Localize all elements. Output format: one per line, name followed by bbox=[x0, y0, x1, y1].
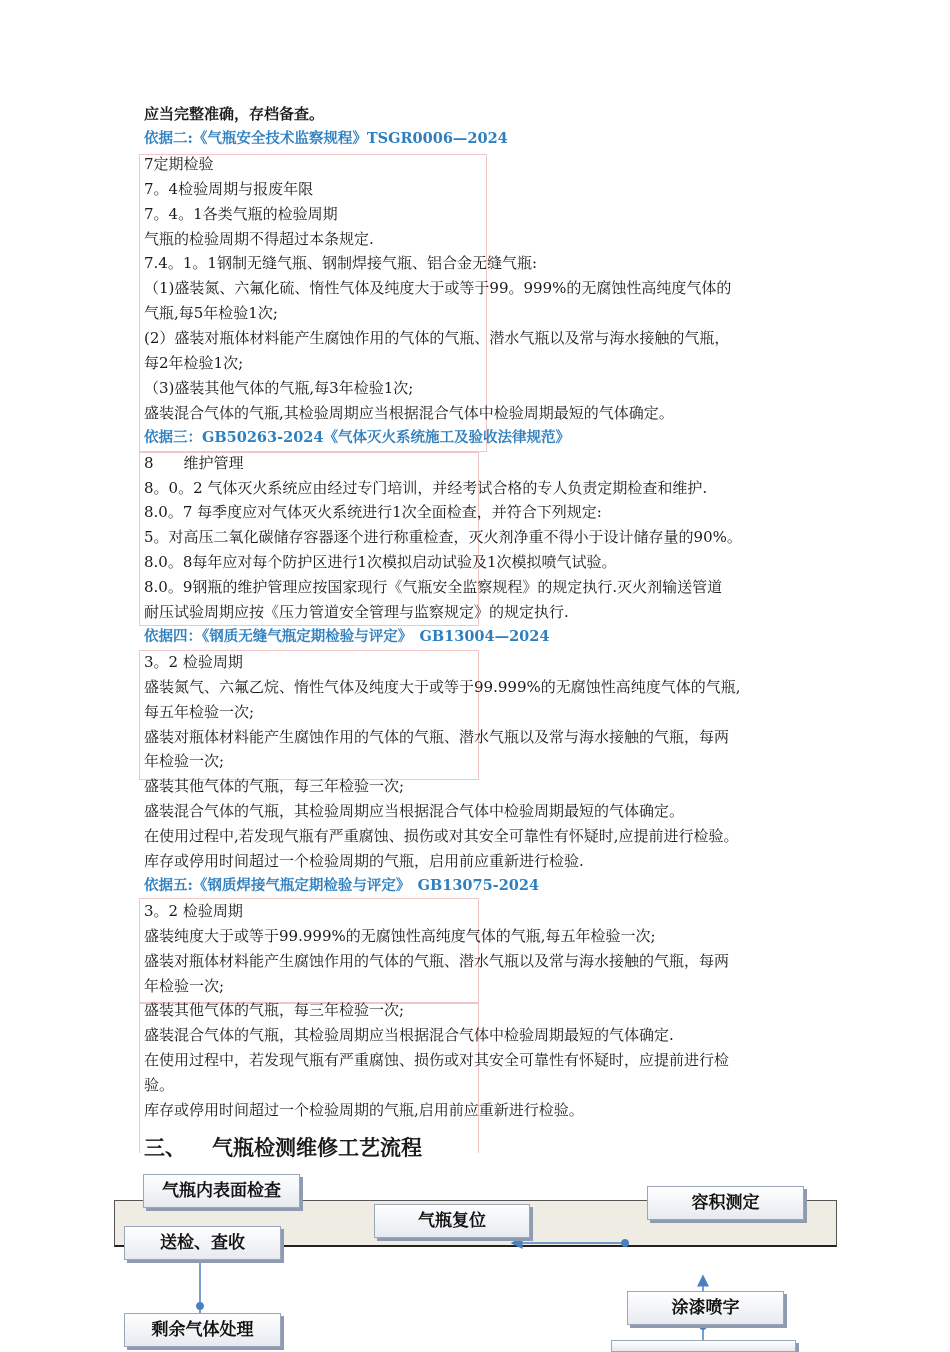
text-line: 5。对高压二氧化碳储存容器逐个进行称重检查，灭火剂净重不得小于设计储存量的90%。 bbox=[144, 528, 742, 546]
text-line: 气瓶的检验周期不得超过本条规定. bbox=[144, 230, 374, 248]
text-line: 7。4检验周期与报废年限 bbox=[144, 180, 314, 198]
text-line: 盛装纯度大于或等于99.999%的无腐蚀性高纯度气体的气瓶,每五年检验一次; bbox=[144, 927, 656, 945]
text-line: 盛装氮气、六氟乙烷、惰性气体及纯度大于或等于99.999%的无腐蚀性高纯度气体的气瓶, bbox=[144, 678, 741, 696]
text-line: 3。2 检验周期 bbox=[144, 653, 243, 671]
text-line: (2）盛装对瓶体材料能产生腐蚀作用的气体的气瓶、潜水气瓶以及常与海水接触的气瓶， bbox=[144, 329, 730, 347]
flow-step-volume-test: 容积测定 bbox=[647, 1186, 804, 1220]
text-line: 盛装混合气体的气瓶，其检验周期应当根据混合气体中检验周期最短的气体确定. bbox=[144, 1026, 674, 1044]
text-line: 库存或停用时间超过一个检验周期的气瓶,启用前应重新进行检验。 bbox=[144, 1101, 584, 1119]
text-line: 7定期检验 bbox=[144, 155, 214, 173]
text-line: 8.0。9钢瓶的维护管理应按国家现行《气瓶安全监察规程》的规定执行.灭火剂输送管道 bbox=[144, 578, 723, 596]
basis-heading: 依据二:《气瓶安全技术监察规程》TSGR0006—2024 bbox=[144, 130, 508, 147]
basis-heading: 依据三：GB50263-2024《气体灭火系统施工及验收法律规范》 bbox=[144, 429, 570, 446]
text-line: 验。 bbox=[144, 1076, 175, 1094]
text-line: 年检验一次; bbox=[144, 977, 225, 995]
text-line: 在使用过程中，若发现气瓶有严重腐蚀、损伤或对其安全可靠性有怀疑时，应提前进行检 bbox=[144, 1051, 730, 1069]
text-line: 在使用过程中,若发现气瓶有严重腐蚀、损伤或对其安全可靠性有怀疑时,应提前进行检验。 bbox=[144, 827, 739, 845]
text-line: 8.0。7 每季度应对气体灭火系统进行1次全面检查，并符合下列规定: bbox=[144, 503, 602, 521]
flow-step-residual-gas: 剩余气体处理 bbox=[124, 1313, 281, 1347]
flow-step-partial bbox=[611, 1340, 796, 1352]
text-line: 盛装对瓶体材料能产生腐蚀作用的气体的气瓶、潜水气瓶以及常与海水接触的气瓶，每两 bbox=[144, 728, 730, 746]
text-line: 盛装混合气体的气瓶,其检验周期应当根据混合气体中检验周期最短的气体确定。 bbox=[144, 404, 674, 422]
text-line: 每五年检验一次; bbox=[144, 703, 255, 721]
flow-step-inner-inspection: 气瓶内表面检查 bbox=[143, 1174, 300, 1208]
text-line: 3。2 检验周期 bbox=[144, 902, 243, 920]
text-line: 应当完整准确，存档备查。 bbox=[144, 105, 325, 123]
text-line: 盛装混合气体的气瓶，其检验周期应当根据混合气体中检验周期最短的气体确定。 bbox=[144, 802, 685, 820]
text-line: 盛装其他气体的气瓶，每三年检验一次; bbox=[144, 1001, 405, 1019]
text-line: 盛装其他气体的气瓶，每三年检验一次; bbox=[144, 777, 405, 795]
text-line: （1)盛装氮、六氟化硫、惰性气体及纯度大于或等于99。999%的无腐蚀性高纯度气体的 bbox=[144, 279, 732, 297]
flow-step-submit-receive: 送检、查收 bbox=[124, 1226, 281, 1260]
basis-heading: 依据四：《钢质无缝气瓶定期检验与评定》 GB13004—2024 bbox=[144, 628, 550, 645]
section-number: 三、 bbox=[144, 1136, 186, 1160]
text-line: 7。4。1各类气瓶的检验周期 bbox=[144, 205, 338, 223]
text-line: 7.4。1。1钢制无缝气瓶、钢制焊接气瓶、铝合金无缝气瓶: bbox=[144, 254, 537, 272]
connector-dot bbox=[621, 1239, 629, 1247]
flow-step-painting: 涂漆喷字 bbox=[627, 1291, 784, 1325]
section-title: 气瓶检测维修工艺流程 bbox=[212, 1136, 422, 1160]
text-line: 8.0。8每年应对每个防护区进行1次模拟启动试验及1次模拟喷气试验。 bbox=[144, 553, 617, 571]
text-line: 每2年检验1次; bbox=[144, 354, 244, 372]
text-line: 年检验一次; bbox=[144, 752, 225, 770]
text-line: 8 维护管理 bbox=[144, 454, 244, 472]
basis-heading: 依据五:《钢质焊接气瓶定期检验与评定》 GB13075-2024 bbox=[144, 877, 540, 894]
text-line: 盛装对瓶体材料能产生腐蚀作用的气体的气瓶、潜水气瓶以及常与海水接触的气瓶，每两 bbox=[144, 952, 730, 970]
text-line: 耐压试验周期应按《压力管道安全管理与监察规定》的规定执行. bbox=[144, 603, 569, 621]
connector-dot bbox=[196, 1302, 204, 1310]
text-line: 气瓶,每5年检验1次; bbox=[144, 304, 278, 322]
text-line: 8。0。2 气体灭火系统应由经过专门培训，并经考试合格的专人负责定期检查和维护. bbox=[144, 479, 708, 497]
text-line: （3)盛装其他气体的气瓶,每3年检验1次; bbox=[144, 379, 414, 397]
text-line: 库存或停用时间超过一个检验周期的气瓶，启用前应重新进行检验. bbox=[144, 852, 584, 870]
flow-step-reset: 气瓶复位 bbox=[374, 1204, 530, 1238]
